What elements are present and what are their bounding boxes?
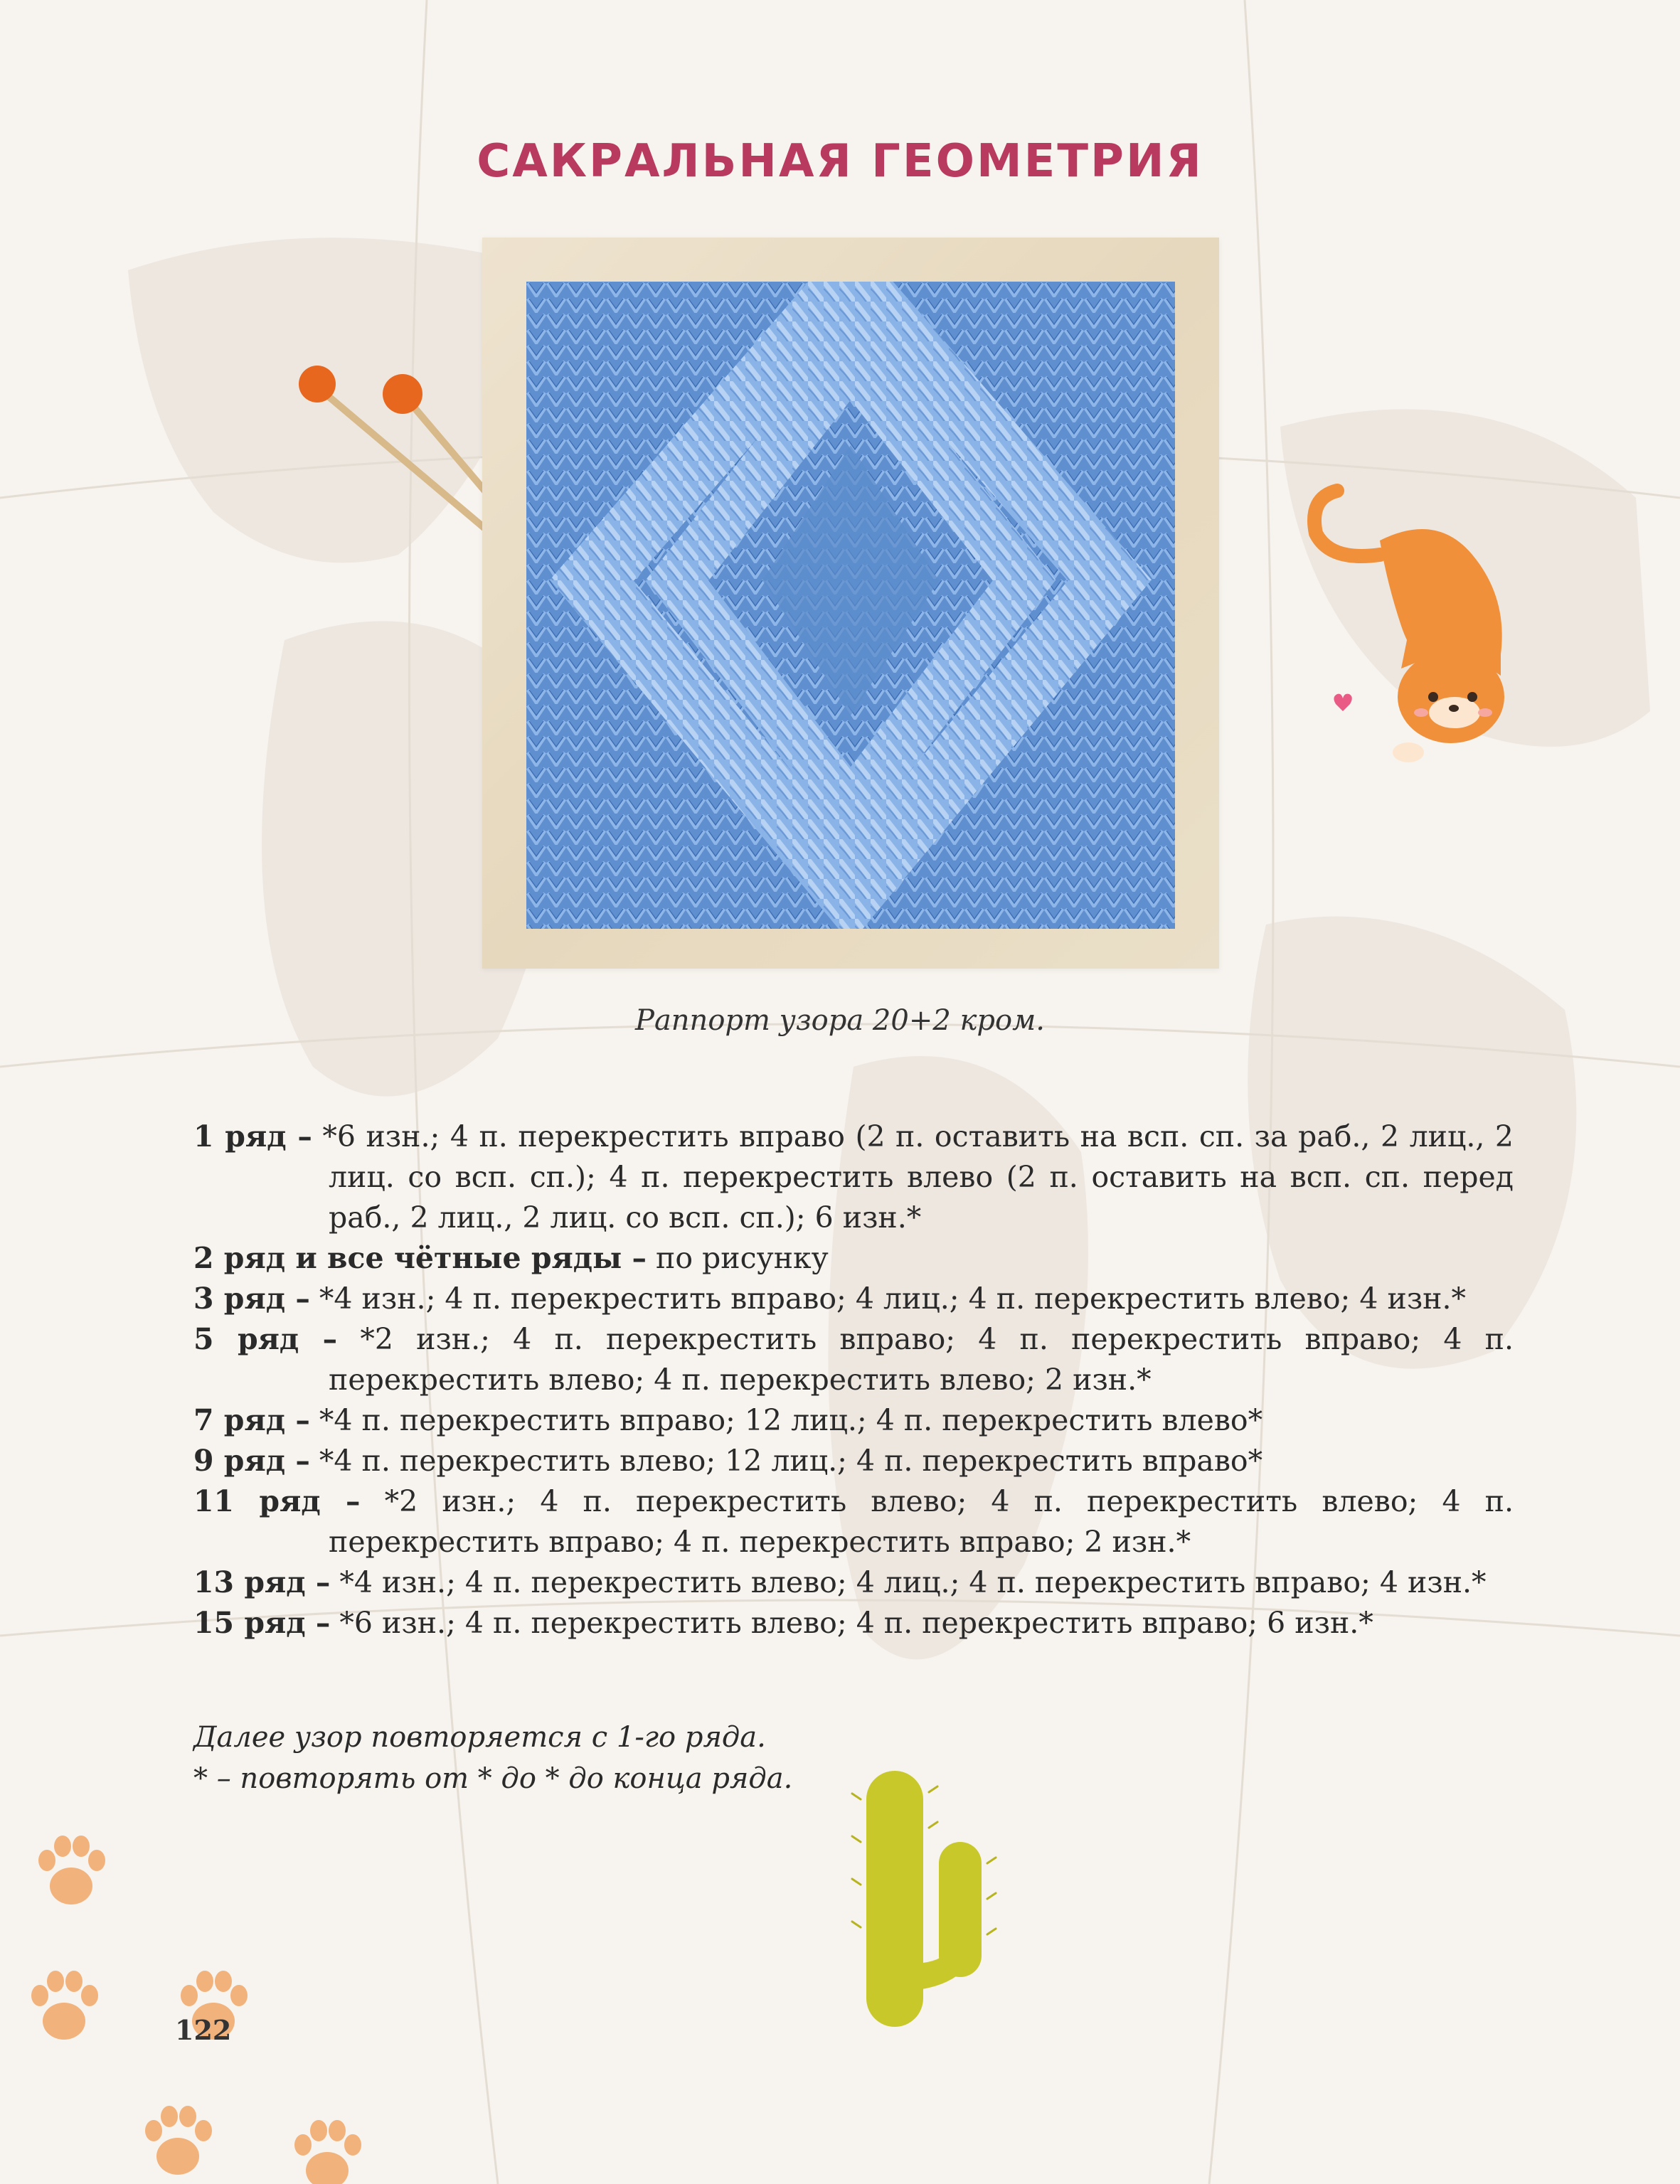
row-text: *2 изн.; 4 п. перекрестить вправо; 4 п. перекрестить вправо; 4 п. перекрестить влево; 4 п. перекрестить влево; 2 изн.*: [329, 1322, 1514, 1397]
paw-print-icon: [38, 1836, 105, 1905]
row-label: 9 ряд –: [193, 1444, 310, 1478]
instruction-row-9: [193, 1441, 1514, 1481]
row-label: 5 ряд –: [193, 1322, 338, 1356]
note-repeat: Далее узор повторяется с 1-го ряда.: [193, 1721, 766, 1754]
row-text: *6 изн.; 4 п. перекрестить вправо (2 п. оставить на всп. сп. за раб., 2 лиц., 2 лиц. со всп. сп.); 4 п. перекрестить влево (2 п. оставить на всп. сп. перед раб., 2 лиц., 2 лиц. со всп. сп.); 6 изн.*: [312, 1119, 1514, 1235]
instruction-row-15: [193, 1603, 1514, 1644]
row-text: по рисунку: [646, 1241, 829, 1275]
row-label: 3 ряд –: [193, 1282, 310, 1316]
paw-print-icon: [145, 2106, 212, 2175]
cat-head: [1393, 633, 1504, 762]
row-label: 1 ряд –: [193, 1119, 312, 1154]
instruction-row-7: [193, 1400, 1514, 1441]
instruction-row-13: [193, 1562, 1514, 1603]
row-label: 13 ряд –: [193, 1565, 331, 1599]
instruction-row-5: [193, 1319, 1514, 1400]
instructions-list: [193, 1117, 1514, 1644]
page-number: 122: [175, 2014, 232, 2046]
row-text: *4 изн.; 4 п. перекрестить вправо; 4 лиц.; 4 п. перекрестить влево; 4 изн.*: [309, 1282, 1467, 1316]
row-label: 11 ряд –: [193, 1484, 361, 1518]
instruction-row-2: [193, 1238, 1514, 1279]
instruction-row-3: [193, 1279, 1514, 1319]
cactus-illustration: [832, 1757, 1003, 2027]
row-text: *6 изн.; 4 п. перекрестить влево; 4 п. перекрестить вправо; 6 изн.*: [330, 1606, 1373, 1640]
pattern-caption: Раппорт узора 20+2 кром.: [635, 1004, 1045, 1037]
row-text: *2 изн.; 4 п. перекрестить влево; 4 п. перекрестить влево; 4 п. перекрестить вправо; 4 п. перекрестить вправо; 2 изн.*: [329, 1484, 1514, 1559]
row-label: 15 ряд –: [193, 1606, 331, 1640]
note-asterisk: * – повторять от * до * до конца ряда.: [193, 1762, 793, 1795]
row-text: *4 п. перекрестить влево; 12 лиц.; 4 п. перекрестить вправо*: [309, 1444, 1263, 1478]
paw-print-icon: [31, 1971, 98, 2040]
knitting-needles-icon: [285, 356, 498, 540]
instruction-row-11: [193, 1481, 1514, 1562]
page-title: САКРАЛЬНАЯ ГЕОМЕТРИЯ: [477, 135, 1203, 188]
paw-print-icon: [294, 2120, 361, 2184]
row-label: 7 ряд –: [193, 1403, 310, 1437]
heart-icon: [1334, 694, 1351, 711]
knitted-swatch-photo: [526, 282, 1175, 929]
photo-frame: [482, 238, 1219, 969]
row-text: *4 изн.; 4 п. перекрестить влево; 4 лиц.; 4 п. перекрестить вправо; 4 изн.*: [330, 1565, 1487, 1599]
instruction-row-1: [193, 1117, 1514, 1238]
row-label: 2 ряд и все чётные ряды –: [193, 1241, 647, 1275]
paw-prints-decoration: [0, 1792, 370, 2184]
pattern-notes: [193, 1717, 1403, 1799]
row-text: *4 п. перекрестить вправо; 12 лиц.; 4 п. перекрестить влево*: [309, 1403, 1263, 1437]
cat-illustration: [1294, 455, 1522, 782]
